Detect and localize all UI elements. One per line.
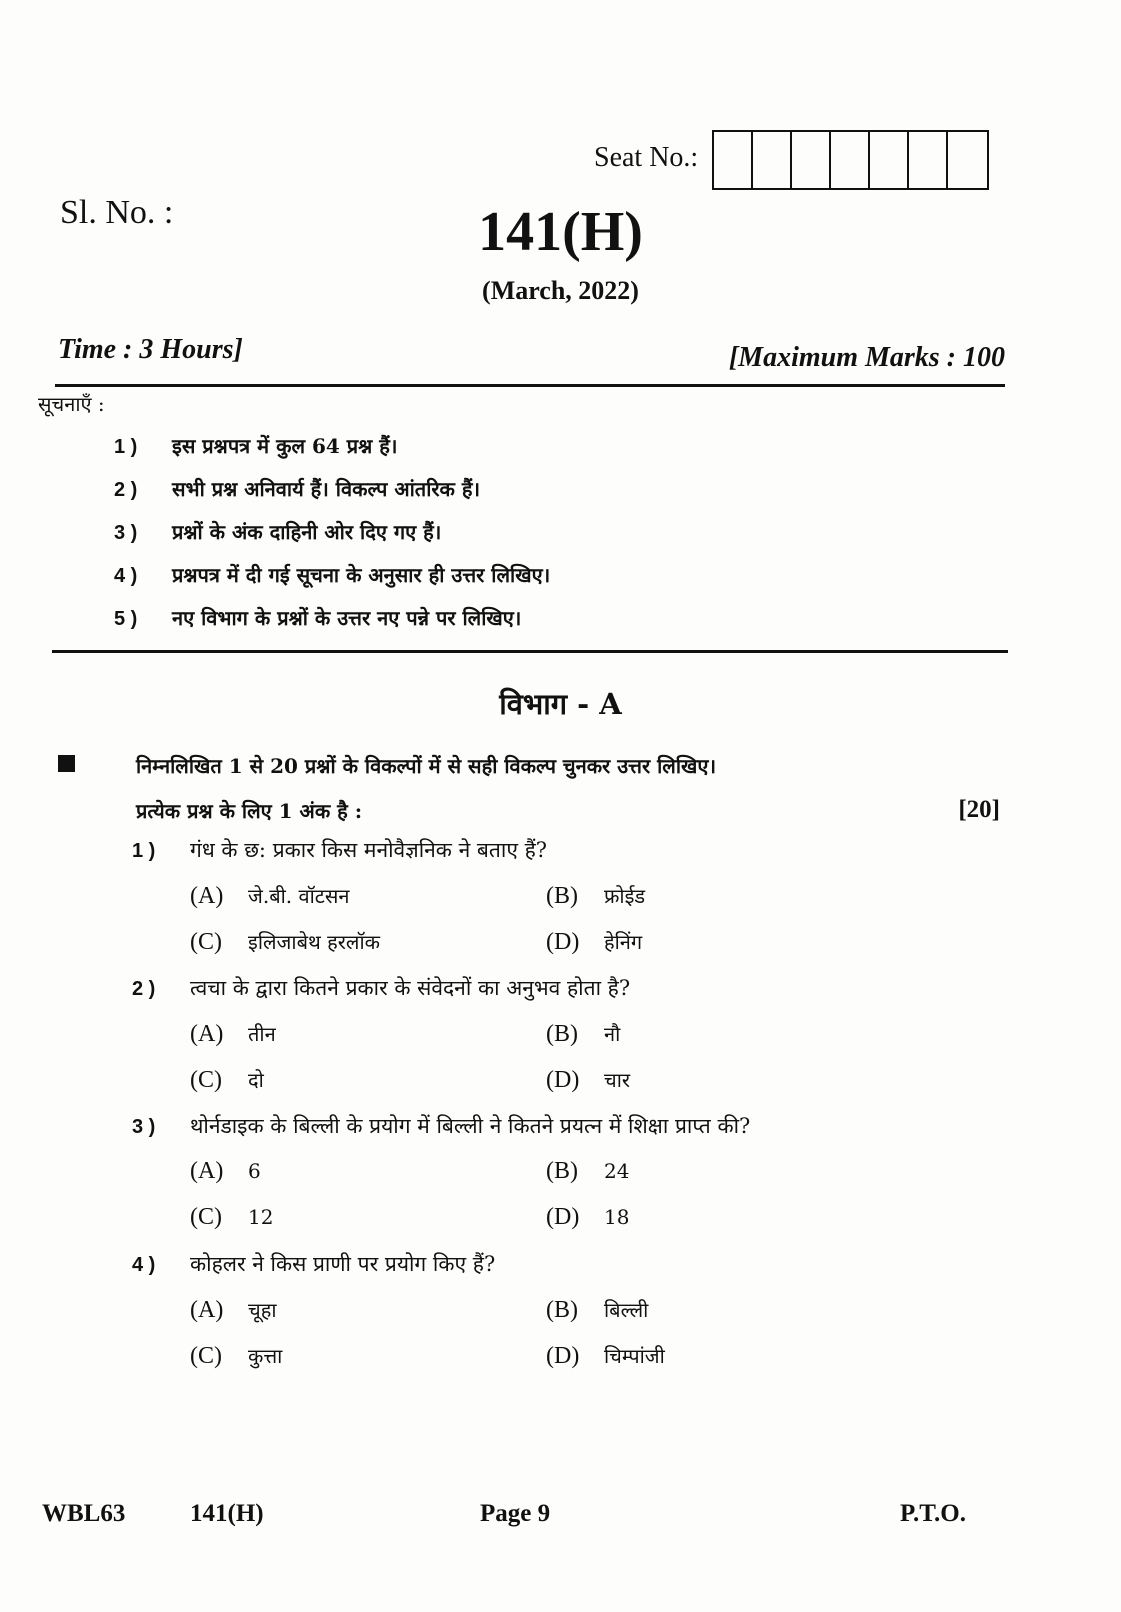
question-text: त्वचा के द्वारा कितने प्रकार के संवेदनों का अनुभव होता है? — [190, 976, 631, 1000]
instruction-text: नए विभाग के प्रश्नों के उत्तर नए पन्ने पर लिखिए। — [172, 606, 522, 630]
option — [546, 1020, 902, 1048]
serial-number-label: Sl. No. : — [60, 194, 174, 231]
option-letter: (C) — [190, 1204, 222, 1230]
footer-page-number: Page 9 — [480, 1500, 551, 1527]
option-letter: (A) — [190, 1297, 224, 1323]
section-directive-marks-note: प्रत्येक प्रश्न के लिए 1 अंक है : — [136, 799, 363, 823]
seat-box — [909, 132, 948, 188]
option — [190, 1158, 546, 1185]
instruction-item — [114, 604, 550, 647]
option — [546, 1158, 902, 1185]
question — [132, 1112, 1002, 1250]
instruction-text: सभी प्रश्न अनिवार्य हैं। विकल्प आंतरिक हैं। — [172, 477, 481, 501]
option-text: इलिजाबेथ हरलॉक — [248, 930, 381, 954]
option — [190, 928, 546, 956]
exam-duration: Time : 3 Hours] — [58, 334, 243, 365]
footer-batch-code: WBL63 — [42, 1500, 126, 1527]
instructions-title: सूचनाएँ : — [38, 392, 105, 416]
option-letter: (D) — [546, 1204, 580, 1230]
option-text: दो — [248, 1068, 264, 1092]
option-text: 18 — [604, 1205, 630, 1229]
option-letter: (A) — [190, 883, 224, 909]
question-text: थोर्नडाइक के बिल्ली के प्रयोग में बिल्ली ने कितने प्रयत्न में शिक्षा प्राप्त की? — [190, 1114, 751, 1138]
footer-paper-code: 141(H) — [190, 1500, 264, 1527]
instruction-item — [114, 432, 550, 475]
instructions-list — [114, 432, 550, 647]
option — [190, 1066, 546, 1094]
option-letter: (C) — [190, 929, 222, 955]
option-letter: (D) — [546, 1067, 580, 1093]
seat-number-label: Seat No.: — [594, 142, 699, 173]
section-marks: [20] — [958, 796, 1000, 823]
option-letter: (D) — [546, 929, 580, 955]
option-text: 24 — [604, 1159, 630, 1183]
option — [546, 882, 902, 910]
option-letter: (B) — [546, 1158, 578, 1184]
instruction-number: 4 ) — [114, 565, 138, 587]
instruction-item — [114, 561, 550, 604]
option — [190, 1204, 546, 1231]
seat-box — [753, 132, 792, 188]
question-text: गंध के छ: प्रकार किस मनोवैज्ञनिक ने बताए हैं? — [190, 838, 548, 862]
option-text: 12 — [248, 1205, 274, 1229]
option-text: कुत्ता — [248, 1344, 283, 1368]
option — [190, 1342, 546, 1370]
question-text: कोहलर ने किस प्राणी पर प्रयोग किए हैं? — [190, 1252, 496, 1276]
square-bullet-icon — [58, 755, 75, 772]
instruction-text: प्रश्नपत्र में दी गई सूचना के अनुसार ही उत्तर लिखिए। — [172, 563, 551, 587]
option-letter: (A) — [190, 1158, 224, 1184]
question — [132, 1250, 1002, 1388]
option-letter: (C) — [190, 1067, 222, 1093]
option — [546, 928, 902, 956]
option-text: हेनिंग — [604, 930, 643, 954]
instruction-number: 1 ) — [114, 436, 138, 458]
question-number: 3 ) — [132, 1116, 156, 1138]
instruction-number: 3 ) — [114, 522, 138, 544]
question-number: 2 ) — [132, 978, 156, 1000]
seat-box — [948, 132, 987, 188]
seat-box — [870, 132, 909, 188]
question — [132, 836, 1002, 974]
seat-box — [831, 132, 870, 188]
header-divider — [55, 384, 1005, 387]
instruction-text: प्रश्नों के अंक दाहिनी ओर दिए गए हैं। — [172, 520, 442, 544]
option-text: चिम्पांजी — [604, 1344, 665, 1368]
option-text: चार — [604, 1068, 631, 1092]
seat-box — [714, 132, 753, 188]
option-letter: (C) — [190, 1343, 222, 1369]
footer-pto: P.T.O. — [900, 1500, 966, 1527]
seat-box — [792, 132, 831, 188]
seat-number-boxes — [712, 130, 989, 190]
option-letter: (A) — [190, 1021, 224, 1047]
option-text: फ्रोईड — [604, 884, 646, 908]
maximum-marks: [Maximum Marks : 100 — [728, 342, 1005, 373]
option-text: बिल्ली — [604, 1298, 649, 1322]
option-letter: (B) — [546, 1297, 578, 1323]
question — [132, 974, 1002, 1112]
option — [546, 1066, 902, 1094]
option — [190, 882, 546, 910]
option-letter: (D) — [546, 1343, 580, 1369]
question-number: 1 ) — [132, 840, 156, 862]
option — [546, 1342, 902, 1370]
option-letter: (B) — [546, 1021, 578, 1047]
section-title: विभाग - A — [499, 687, 622, 721]
instruction-number: 2 ) — [114, 479, 138, 501]
option-text: तीन — [248, 1022, 276, 1046]
exam-date: (March, 2022) — [482, 276, 639, 305]
instruction-text: इस प्रश्नपत्र में कुल 64 प्रश्न हैं। — [172, 434, 398, 458]
question-number: 4 ) — [132, 1254, 156, 1276]
option-text: जे.बी. वॉटसन — [248, 884, 350, 908]
option-text: 6 — [248, 1159, 261, 1183]
option — [546, 1296, 902, 1324]
instruction-item — [114, 518, 550, 561]
option-text: चूहा — [248, 1298, 277, 1322]
option-letter: (B) — [546, 883, 578, 909]
instruction-item — [114, 475, 550, 518]
option-text: नौ — [604, 1022, 621, 1046]
paper-code: 141(H) — [478, 201, 643, 263]
section-directive: निम्नलिखित 1 से 20 प्रश्नों के विकल्पों में से सही विकल्प चुनकर उत्तर लिखिए। — [136, 754, 717, 778]
instruction-number: 5 ) — [114, 608, 138, 630]
instructions-divider — [52, 650, 1008, 653]
question-list — [132, 836, 1002, 1388]
option — [190, 1020, 546, 1048]
option — [190, 1296, 546, 1324]
option — [546, 1204, 902, 1231]
